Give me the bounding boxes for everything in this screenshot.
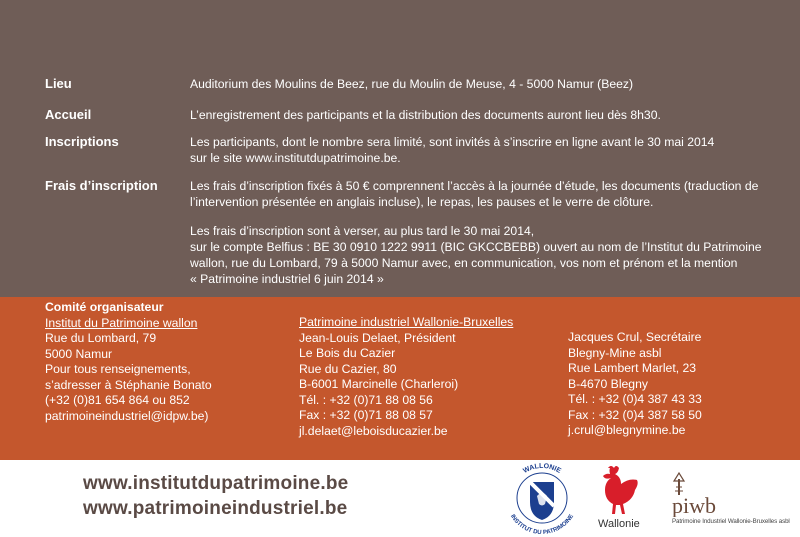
col2-line: Le Bois du Cazier xyxy=(299,346,396,360)
org-ipw: Institut du Patrimoine wallon xyxy=(45,315,198,330)
committee-col-blegny xyxy=(568,330,702,439)
col3-line: Blegny-Mine asbl xyxy=(568,345,662,360)
col3-line: Jacques Crul, Secrétaire xyxy=(568,330,702,344)
col2-line: Tél. : +32 (0)71 88 08 56 xyxy=(299,392,433,407)
col1-line: Pour tous renseignements, xyxy=(45,362,191,376)
col1-line: (+32 (0)81 654 864 ou 852 xyxy=(45,393,190,407)
committee-col-ipw xyxy=(45,300,212,424)
institut-du-patrimoine-logo-icon xyxy=(500,462,584,534)
logo-idp-top-text: WALLONIE xyxy=(522,462,562,475)
org-piwb: Patrimoine industriel Wallonie-Bruxelles xyxy=(299,315,514,329)
frais-p2-line-1: Les frais d’inscription sont à verser, au plus tard le 30 mai 2014, xyxy=(190,224,535,238)
col2-line: Fax : +32 (0)71 88 08 57 xyxy=(299,408,433,422)
committee-col-piwb xyxy=(299,315,513,439)
col2-line: Rue du Cazier, 80 xyxy=(299,361,397,376)
logo-idp-bottom-text: INSTITUT DU PATRIMOINE xyxy=(508,513,576,534)
inscriptions-line-2: sur le site www.institutdupatrimoine.be. xyxy=(190,151,401,165)
committee-heading: Comité organisateur xyxy=(45,300,164,314)
website-link-ipw[interactable]: www.institutdupatrimoine.be xyxy=(83,473,349,494)
col3-email: j.crul@blegnymine.be xyxy=(568,423,686,437)
piwb-logo-text: piwb xyxy=(672,493,716,517)
col2-email: jl.delaet@leboisducazier.be xyxy=(299,423,448,438)
frais-p2-line-3: wallon, rue du Lombard, 79 à 5000 Namur avec, en communication, vos nom et prénom et la mention xyxy=(190,256,738,270)
frais-p2-line-4: « Patrimoine industriel 6 juin 2014 » xyxy=(190,272,384,286)
accueil-label: Accueil xyxy=(45,107,92,122)
frais-p1-line-1: Les frais d’inscription fixés à 50 € comprennent l’accès à la journée d’étude, les documents (traduction de xyxy=(190,179,759,193)
col1-email: patrimoineindustriel@idpw.be) xyxy=(45,408,209,423)
footer xyxy=(0,460,800,537)
frais-p2-line-2: sur le compte Belfius : BE 30 0910 1222 9911 (BIC GKCCBEBB) ouvert au nom de l’Institut du Patrimoine xyxy=(190,240,762,254)
col1-line: 5000 Namur xyxy=(45,346,113,361)
col1-line: s’adresser à Stéphanie Bonato xyxy=(45,377,212,392)
col3-line: B-4670 Blegny xyxy=(568,376,648,391)
col2-line: B-6001 Marcinelle (Charleroi) xyxy=(299,377,459,391)
frais-p1-line-2: l’intervention présentée en anglais incluse), le repas, les pauses et le verre de clôture. xyxy=(190,195,654,209)
wallonie-rooster-logo-icon xyxy=(594,464,644,518)
col3-line: Rue Lambert Marlet, 23 xyxy=(568,361,697,375)
col1-line: Rue du Lombard, 79 xyxy=(45,331,157,345)
inscriptions-line-1: Les participants, dont le nombre sera limité, sont invités à s’inscrire en ligne avant le 30 mai 2014 xyxy=(190,135,715,149)
col3-line: Fax : +32 (0)4 387 58 50 xyxy=(568,407,702,422)
piwb-logo-icon xyxy=(670,465,756,517)
frais-label: Frais d’inscription xyxy=(45,178,158,193)
inscriptions-label: Inscriptions xyxy=(45,134,119,149)
col3-line: Tél. : +32 (0)4 387 43 33 xyxy=(568,392,702,406)
committee-section xyxy=(0,297,800,460)
piwb-logo-subtitle: Patrimoine Industriel Wallonie-Bruxelles asbl xyxy=(672,518,790,525)
col2-line: Jean-Louis Delaet, Président xyxy=(299,330,456,345)
wallonie-logo-text: Wallonie xyxy=(598,518,640,530)
lieu-label: Lieu xyxy=(45,76,72,91)
accueil-text: L’enregistrement des participants et la distribution des documents auront lieu dès 8h30. xyxy=(190,108,661,122)
lieu-text: Auditorium des Moulins de Beez, rue du Moulin de Meuse, 4 - 5000 Namur (Beez) xyxy=(190,77,634,91)
website-link-piwb[interactable]: www.patrimoineindustriel.be xyxy=(83,498,348,519)
